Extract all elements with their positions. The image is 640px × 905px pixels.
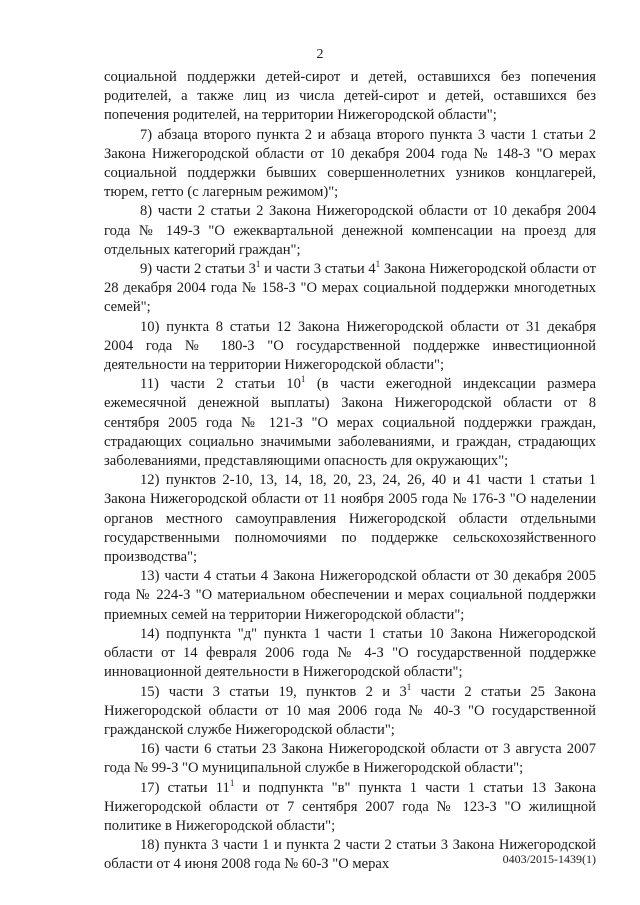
superscript-index: 1 (255, 259, 261, 270)
superscript-index: 1 (300, 374, 306, 385)
paragraph-text: 9) части 2 статьи 3 (140, 261, 256, 278)
paragraph-text: 15) части 3 статьи 19, пунктов 2 и 3 (140, 683, 407, 700)
paragraph-text: социальной поддержки детей-сирот и детей, оставшихся без попечения родителей, а также лиц из числа детей-сирот и детей, оставшихся без попечения родителей, на территории Нижегородской области"; (104, 69, 596, 124)
paragraph-text: Закона Нижегородской области от 28 декабря 2004 года № 158-З "О мерах социальной поддержки многодетных семей"; (104, 261, 596, 316)
paragraph (104, 126, 596, 203)
paragraph (104, 202, 596, 260)
paragraph (104, 471, 596, 567)
paragraph-text: и подпункта "в" пункта 1 части 1 статьи 13 Закона Нижегородской области от 7 сентября 2007 года № 123-З "О жилищной политике в Нижегородской области"; (104, 779, 596, 834)
paragraph (104, 318, 596, 376)
paragraph (104, 375, 596, 471)
paragraph-text: 16) части 6 статьи 23 Закона Нижегородской области от 3 августа 2007 года № 99-З "О муниципальной службе в Нижегородской области"; (104, 741, 596, 777)
superscript-index: 1 (229, 777, 235, 788)
page-number: 2 (316, 47, 324, 62)
paragraph-text: 10) пункта 8 статьи 12 Закона Нижегородской области от 31 декабря 2004 года № 180-З "О государственной поддержке инвестиционной деятельности на территории Нижегородской области"; (104, 318, 596, 374)
paragraph (104, 683, 596, 741)
document-code: 0403/2015-1439(1) (502, 852, 596, 866)
paragraph-text: 18) пункта 3 части 1 и пункта 2 части 2 статьи 3 Закона Нижегородской области от 4 июня 2008 года № 60-З "О мерах (104, 837, 596, 873)
document-body (104, 68, 596, 875)
paragraph (104, 625, 596, 683)
paragraph-text: 17) статьи 11 (140, 779, 230, 796)
paragraph-text: 7) абзаца второго пункта 2 и абзаца второго пункта 3 части 1 статьи 2 Закона Нижегородской области от 10 декабря 2004 года № 148-З "О мерах социальной поддержки бывших совершеннолетних узников концлагерей, тюрем, гетто (с лагерным режимом)"; (104, 126, 596, 201)
paragraph (104, 779, 596, 837)
paragraph-text: 8) части 2 статьи 2 Закона Нижегородской области от 10 декабря 2004 года № 149-З "О ежеквартальной денежной компенсации на проезд для отдельных категорий граждан"; (104, 203, 596, 258)
paragraph-text: 11) части 2 статьи 10 (140, 376, 301, 393)
paragraph (104, 68, 596, 126)
paragraph (104, 740, 596, 778)
superscript-index: 1 (406, 681, 412, 692)
paragraph-text: и части 3 статьи 4 (260, 261, 376, 278)
paragraph (104, 567, 596, 625)
paragraph-text: (в части ежегодной индексации размера ежемесячной денежной выплаты) Закона Нижегородской области от 8 сентября 2005 года № 121-З "О мерах социальной поддержки граждан, страдающих социально значимыми заболеваниями, и граждан, страдающих заболеваниями, представляющими опасность для окружающих"; (104, 376, 596, 470)
paragraph-text: 13) части 4 статьи 4 Закона Нижегородской области от 30 декабря 2005 года № 224-З "О материальном обеспечении и мерах социальной поддержки приемных семей на территории Нижегородской области"; (104, 568, 596, 623)
paragraph-text: 14) подпункта "д" пункта 1 части 1 статьи 10 Закона Нижегородской области от 14 февраля 2006 года № 4-З "О государственной поддержке инновационной деятельности в Нижегородской области"; (104, 625, 596, 681)
paragraph-text: 12) пунктов 2-10, 13, 14, 18, 20, 23, 24, 26, 40 и 41 части 1 статьи 1 Закона Нижегородской области от 11 ноября 2005 года № 176-З "О наделении органов местного самоуправления Нижегородской области отдельными государственными полномочиями по поддержке сельскохозяйственного производства"; (104, 472, 596, 566)
paragraph (104, 260, 596, 318)
superscript-index: 1 (375, 259, 381, 270)
paragraph-text: части 2 статьи 25 Закона Нижегородской области от 10 мая 2006 года № 40-З "О государственной гражданской службе Нижегородской области"; (104, 683, 597, 738)
